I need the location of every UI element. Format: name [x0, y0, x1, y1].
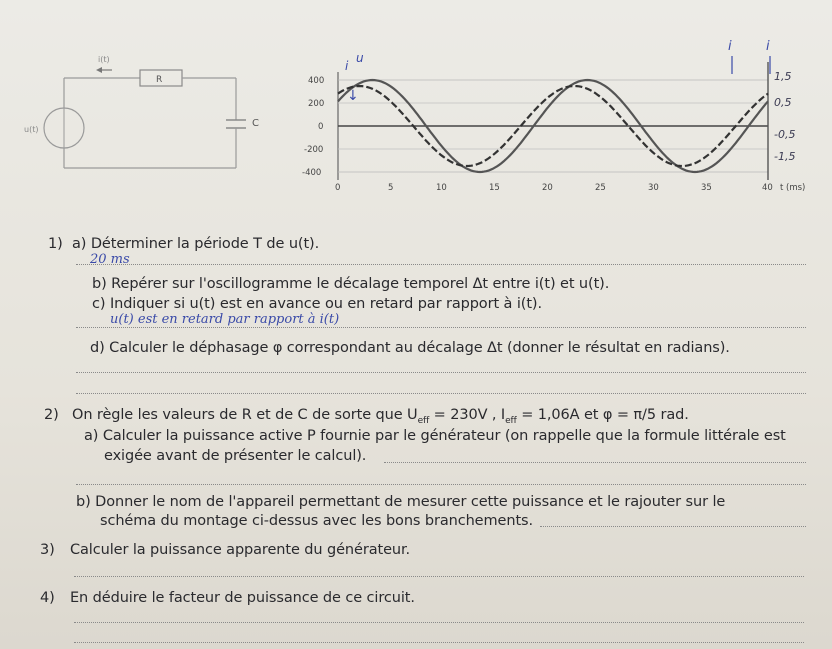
circuit-label-u: u(t)	[24, 125, 39, 134]
x-tick-25: 25	[595, 183, 606, 193]
q2-statement-part3: = 1,06A et φ = π/5 rad.	[516, 407, 689, 423]
q1c-answer-line	[76, 327, 806, 328]
left-tick-200: 200	[308, 99, 325, 109]
q2-sub-ieff: eff	[505, 415, 517, 426]
x-tick-0: 0	[335, 183, 341, 193]
q2b-text-line1: b) Donner le nom de l'appareil permettant de mesurer cette puissance et le rajouter sur le	[76, 494, 726, 510]
q2a-answer-line-2	[76, 484, 806, 485]
q1b-text: b) Repérer sur l'oscillogramme le décalage temporel Δt entre i(t) et u(t).	[92, 276, 610, 292]
q4-answer-line-2	[74, 642, 804, 643]
x-tick-35: 35	[701, 183, 712, 193]
q4-answer-line-1	[74, 622, 804, 623]
circuit-label-c: C	[252, 118, 259, 129]
q2a-answer-line-1	[384, 462, 806, 463]
q2-statement	[72, 407, 689, 426]
oscillogram	[288, 0, 832, 200]
q1c-answer: u(t) est en retard par rapport à i(t)	[110, 312, 340, 327]
q2-sub-ueff: eff	[417, 415, 430, 426]
right-tick-1-5: 1,5	[774, 70, 792, 83]
q3-text: Calculer la puissance apparente du générateur.	[70, 542, 411, 558]
x-tick-15: 15	[489, 183, 500, 193]
x-tick-5: 5	[388, 183, 394, 193]
q3-number: 3)	[40, 542, 55, 558]
hand-label-i-left: i	[345, 59, 349, 73]
q2a-text-line1: a) Calculer la puissance active P fournie par le générateur (on rappelle que la formule littérale est	[84, 428, 786, 444]
q2b-answer-line	[540, 526, 806, 527]
circuit-label-i: i(t)	[98, 55, 110, 64]
q1a-text: a) Déterminer la période T de u(t).	[72, 236, 320, 252]
q1a-answer-line	[76, 264, 806, 265]
right-tick-0-5: 0,5	[774, 96, 792, 109]
x-tick-10: 10	[436, 183, 447, 193]
right-tick-minus-1-5: -1,5	[774, 150, 796, 163]
q1-number: 1)	[48, 236, 63, 252]
q3-answer-line	[74, 576, 804, 577]
left-tick-400: 400	[308, 76, 325, 86]
hand-label-i-right-2: i	[766, 39, 770, 54]
hand-label-u-left: u	[356, 51, 364, 65]
q1c-text: c) Indiquer si u(t) est en avance ou en retard par rapport à i(t).	[92, 296, 542, 312]
q1d-answer-line-1	[76, 372, 806, 373]
q1d-answer-line-2	[76, 393, 806, 394]
left-tick-minus-200: -200	[304, 145, 324, 155]
q1d-text: d) Calculer le déphasage φ correspondant au décalage Δt (donner le résultat en radians).	[90, 340, 730, 356]
hand-label-i-right: i	[728, 39, 732, 54]
q1a-answer: 20 ms	[90, 252, 130, 267]
q2-statement-part1: On règle les valeurs de R et de C de sorte que U	[72, 407, 418, 423]
x-tick-20: 20	[542, 183, 553, 193]
q2a-text-line2: exigée avant de présenter le calcul).	[104, 448, 367, 464]
q2b-text-line2: schéma du montage ci-dessus avec les bons branchements.	[100, 513, 533, 529]
circuit-diagram	[0, 40, 290, 190]
x-axis-unit: t (ms)	[780, 183, 806, 193]
hand-label-i-arrow: ↓	[347, 88, 359, 104]
left-tick-0: 0	[318, 122, 324, 132]
q2-statement-part2: = 230V , I	[429, 407, 506, 423]
right-tick-minus-0-5: -0,5	[774, 128, 796, 141]
q4-text: En déduire le facteur de puissance de ce circuit.	[70, 590, 415, 606]
x-tick-30: 30	[648, 183, 659, 193]
q4-number: 4)	[40, 590, 55, 606]
circuit-label-r: R	[156, 75, 163, 85]
left-tick-minus-400: -400	[302, 168, 322, 178]
x-tick-40: 40	[762, 183, 773, 193]
q2-number: 2)	[44, 407, 59, 423]
